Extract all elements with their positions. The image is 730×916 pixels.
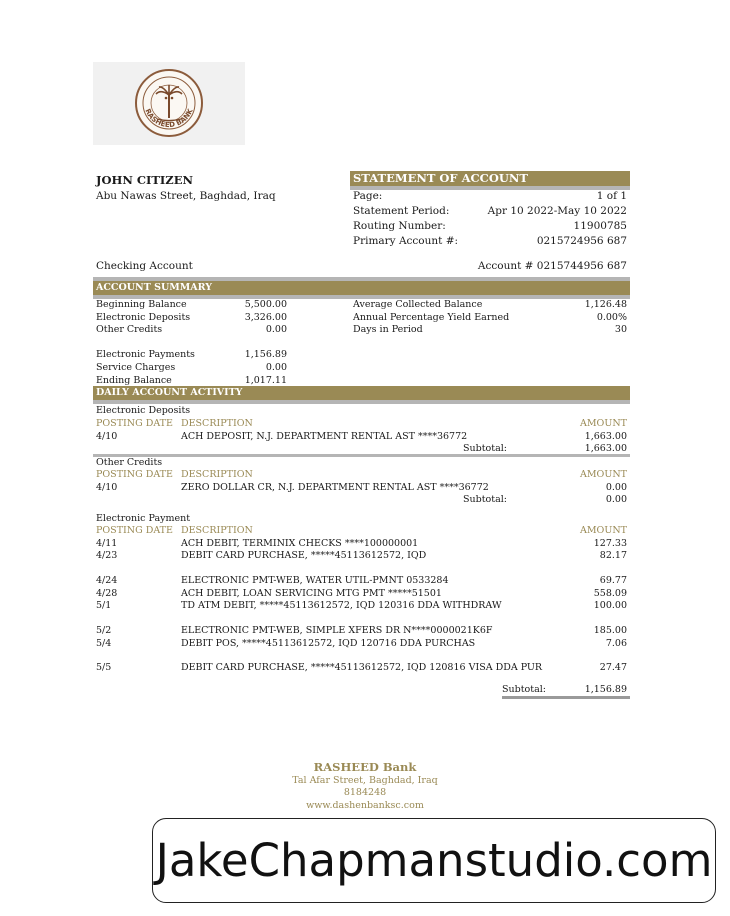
bank-logo-panel [93, 62, 245, 145]
txn-date: 5/4 [96, 638, 112, 649]
statement-label: Page: [353, 190, 383, 202]
txn-description: ACH DEBIT, TERMINIX CHECKS ****100000001 [181, 538, 419, 549]
activity-title: DAILY ACCOUNT ACTIVITY [93, 386, 630, 400]
statement-title: STATEMENT OF ACCOUNT [350, 171, 630, 186]
col-amount: AMOUNT [579, 525, 627, 536]
summary-value: 1,126.48 [584, 299, 627, 310]
txn-description: DEBIT POS, *****45113612572, IQD 120716 DDA PURCHAS [181, 638, 476, 649]
txn-amount: 7.06 [605, 638, 627, 649]
customer-address: Abu Nawas Street, Baghdad, Iraq [96, 190, 276, 202]
txn-date: 4/11 [96, 538, 118, 549]
txn-amount: 27.47 [599, 662, 627, 673]
txn-date: 5/2 [96, 625, 112, 636]
summary-label: Electronic Payments [96, 349, 195, 360]
watermark-banner: JakeChapmanstudio.com [152, 818, 716, 903]
summary-value: 5,500.00 [244, 299, 287, 310]
summary-value: 0.00% [596, 312, 627, 323]
footer-bank-name: RASHEED Bank [313, 760, 417, 774]
txn-description: DEBIT CARD PURCHASE, *****45113612572, IQD [181, 550, 427, 561]
subtotal-label: Subtotal: [502, 684, 546, 695]
txn-amount: 127.33 [593, 538, 627, 549]
summary-label: Service Charges [96, 362, 176, 373]
footer-phone: 8184248 [343, 787, 387, 798]
summary-label: Average Collected Balance [353, 299, 483, 310]
statement-value: 0215724956 687 [536, 235, 627, 247]
summary-label: Ending Balance [96, 375, 172, 386]
summary-label: Annual Percentage Yield Earned [353, 312, 510, 323]
col-posting-date: POSTING DATE [96, 525, 173, 536]
summary-label: Days in Period [353, 324, 423, 335]
footer-website: www.dashenbanksc.com [306, 800, 424, 811]
summary-value: 1,156.89 [244, 349, 287, 360]
txn-amount: 0.00 [605, 482, 627, 493]
section-title-credits: Other Credits [96, 457, 163, 468]
summary-label: Electronic Deposits [96, 312, 191, 323]
statement-label: Routing Number: [353, 220, 446, 232]
txn-amount: 185.00 [593, 625, 627, 636]
summary-value: 30 [614, 324, 627, 335]
subtotal-value: 1,156.89 [584, 684, 627, 695]
txn-description: ELECTRONIC PMT-WEB, WATER UTIL-PMNT 0533284 [181, 575, 449, 586]
txn-amount: 82.17 [599, 550, 627, 561]
account-number: Account # 0215744956 687 [477, 260, 627, 272]
summary-label: Other Credits [96, 324, 163, 335]
txn-amount: 558.09 [593, 588, 627, 599]
txn-description: TD ATM DEBIT, *****45113612572, IQD 120316 DDA WITHDRAW [181, 600, 502, 611]
subtotal-value: 0.00 [605, 494, 627, 505]
txn-date: 4/23 [96, 550, 118, 561]
palm-tree-seal-icon [93, 62, 245, 145]
statement-label: Statement Period: [353, 205, 450, 217]
svg-text:RASHEED BANK: RASHEED BANK [143, 107, 195, 130]
summary-value: 0.00 [265, 324, 287, 335]
statement-value: Apr 10 2022-May 10 2022 [487, 205, 627, 217]
account-type: Checking Account [96, 260, 193, 272]
txn-date: 5/1 [96, 600, 112, 611]
col-posting-date: POSTING DATE [96, 469, 173, 480]
txn-date: 4/24 [96, 575, 118, 586]
txn-description: ZERO DOLLAR CR, N.J. DEPARTMENT RENTAL AST ****36772 [181, 482, 489, 493]
subtotal-value: 1,663.00 [584, 443, 627, 454]
txn-amount: 1,663.00 [584, 431, 627, 442]
footer-address: Tal Afar Street, Baghdad, Iraq [292, 775, 438, 786]
txn-amount: 100.00 [593, 600, 627, 611]
txn-date: 5/5 [96, 662, 112, 673]
txn-description: ACH DEPOSIT, N.J. DEPARTMENT RENTAL AST ****36772 [181, 431, 468, 442]
summary-value: 1,017.11 [244, 375, 287, 386]
txn-amount: 69.77 [599, 575, 627, 586]
subtotal-label: Subtotal: [463, 494, 507, 505]
txn-description: ACH DEBIT, LOAN SERVICING MTG PMT *****51501 [181, 588, 442, 599]
summary-label: Beginning Balance [96, 299, 187, 310]
col-description: DESCRIPTION [181, 525, 253, 536]
statement-value: 11900785 [573, 220, 627, 232]
summary-value: 3,326.00 [244, 312, 287, 323]
subtotal-label: Subtotal: [463, 443, 507, 454]
section-divider [93, 454, 630, 457]
customer-name: JOHN CITIZEN [96, 173, 193, 187]
subtotal-underline [502, 696, 630, 699]
txn-date: 4/10 [96, 482, 118, 493]
statement-label: Primary Account #: [353, 235, 459, 247]
summary-title: ACCOUNT SUMMARY [93, 281, 630, 295]
col-posting-date: POSTING DATE [96, 418, 173, 429]
activity-divider [93, 400, 630, 404]
col-amount: AMOUNT [579, 469, 627, 480]
txn-date: 4/10 [96, 431, 118, 442]
col-amount: AMOUNT [579, 418, 627, 429]
col-description: DESCRIPTION [181, 469, 253, 480]
col-description: DESCRIPTION [181, 418, 253, 429]
summary-value: 0.00 [265, 362, 287, 373]
statement-value: 1 of 1 [596, 190, 627, 202]
section-title-deposits: Electronic Deposits [96, 405, 191, 416]
section-title-payments: Electronic Payment [96, 513, 191, 524]
txn-description: ELECTRONIC PMT-WEB, SIMPLE XFERS DR N****0000021K6F [181, 625, 493, 636]
txn-description: DEBIT CARD PURCHASE, *****45113612572, IQD 120816 VISA DDA PUR [181, 662, 543, 673]
txn-date: 4/28 [96, 588, 118, 599]
